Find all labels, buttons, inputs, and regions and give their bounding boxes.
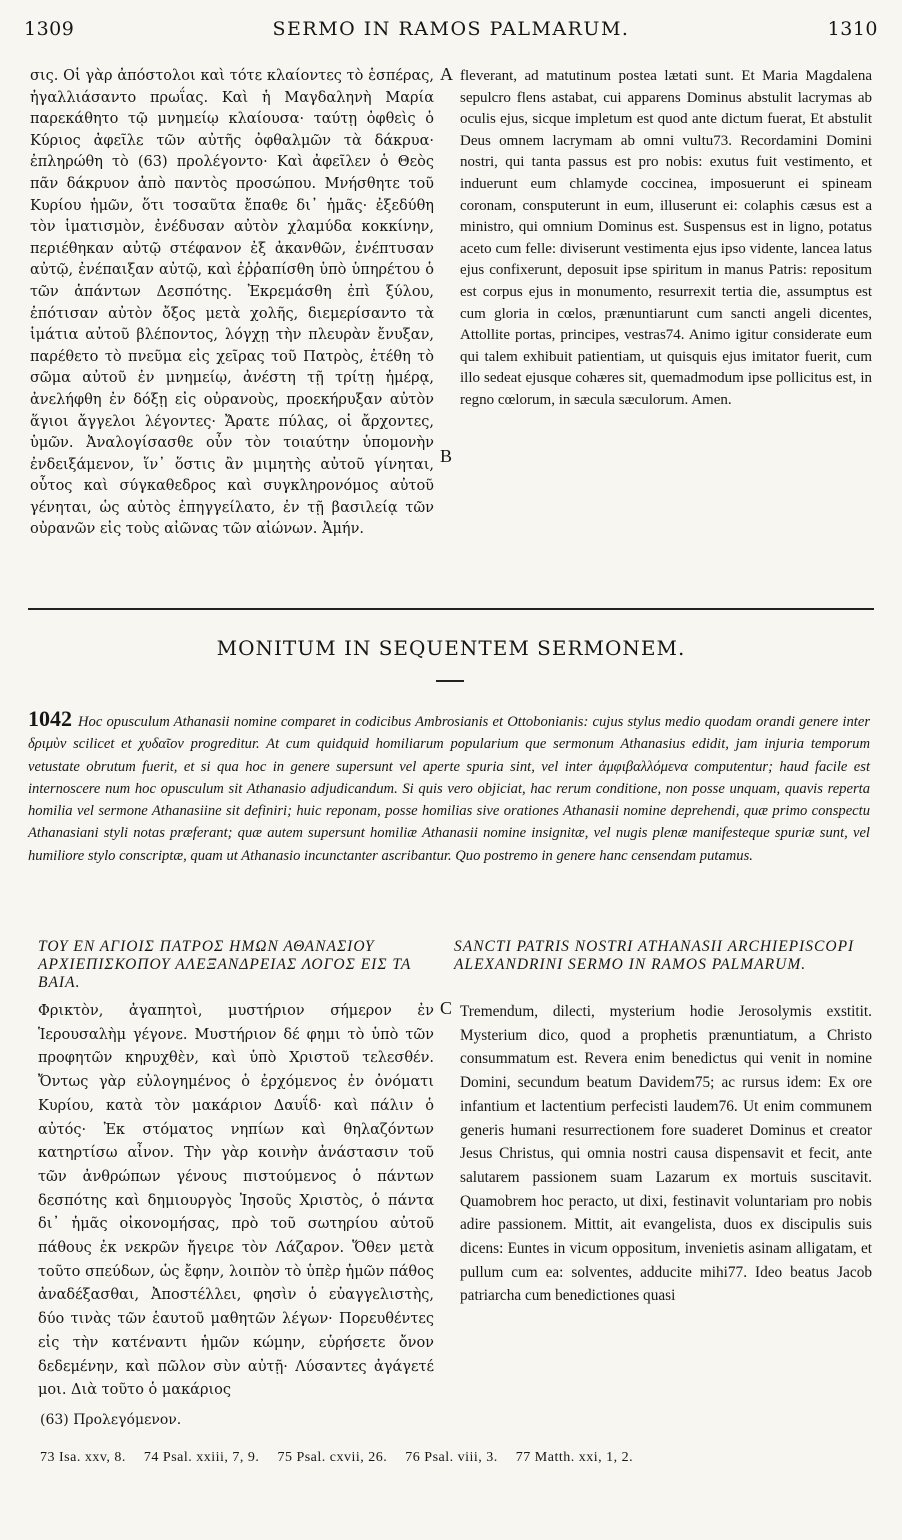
running-title: SERMO IN RAMOS PALMARUM.: [272, 18, 630, 40]
bottom-latin-column: [460, 1000, 872, 1308]
footnote-75: 75 Psal. cxvii, 26.: [277, 1450, 388, 1465]
footnote-74: 74 Psal. xxiii, 7, 9.: [143, 1450, 260, 1465]
footnote-73: 73 Isa. xxv, 8.: [40, 1450, 126, 1465]
greek-footnote: (63) Προλεγόμενον.: [40, 1412, 182, 1428]
section-divider: [28, 608, 874, 610]
top-latin-column: [460, 66, 872, 412]
title-dash: [436, 680, 464, 682]
latin-sermon-title: SANCTI PATRIS NOSTRI ATHANASII ARCHIEPISCOPI ALEXANDRINI SERMO IN RAMOS PALMARUM.: [454, 938, 855, 973]
page-number-left: 1309: [24, 18, 75, 40]
top-greek-text: σις. Οἱ γὰρ ἀπόστολοι καὶ τότε κλαίοντες τὸ ἑσπέρας, ἠγαλλιάσαντο πρωΐας. Καὶ ἡ Μαγδαληνὴ Μαρία παρεκάθητο τῷ μνημείῳ κλαίουσα· ταύτῃ ὀφθεὶς ὁ Κύριος ἀφεῖλε τῶν αὐτῆς ὀφθαλμῶν τὰ δάκρυα· ἐπληρώθη τὸ (63) προλέγοντο· Καὶ ἀφεῖλεν ὁ Θεὸς πᾶν δάκρυον ἀπὸ παντὸς προσώπου. Μνήσθητε τοῦ Κυρίου ἡμῶν, ὅτι τοσαῦτα ἔπαθε δι᾽ ἡμᾶς· ἐξεδύθη τὸν ἱματισμὸν, ἐνέδυσαν αὐτὸν χλαμύδα κοκκίνην, περιέθηκαν αὐτῷ στέφανον ἐξ ἀκανθῶν, ἐνέπτυσαν αὐτῷ, ἐνέπαιξαν αὐτῷ, καὶ ἐῤῥαπίσθη ὑπὸ ὑπηρέτου ὁ τῶν ἁπάντων Δεσπότης. Ἐκρεμάσθη ἐπὶ ξύλου, ἐπότισαν αὐτὸν ὄξος μετὰ χολῆς, διεμερίσαντο τὰ ἱμάτια αὐτοῦ βλέποντος, λόγχῃ τὴν πλευρὰν ἔνυξαν, παρέθετο τὸ πνεῦμα εἰς χεῖρας τοῦ Πατρὸς, ἐτέθη τὸ σῶμα αὐτοῦ ἐν μνημείῳ, ἀνέστη τῇ τρίτῃ ἡμέρᾳ, ἀνελήφθη ἐν δόξῃ εἰς οὐρανοὺς, προεκήρυξαν αὐτὸν ἅγιοι ἄγγελοι λέγοντες· Ἄρατε πύλας, οἱ ἄρχοντες, ὑμῶν. Ἀναλογίσασθε οὖν τὸν τοιαύτην ὑπομονὴν ἐνδειξάμενον, ἵν᾽ ὅστις ἂν μιμητὴς αὐτοῦ γίνηται, οὗτος καὶ σύγκαθεδρος καὶ συγκληρονόμος αὐτοῦ γένηται, ὡς αὐτὸς ἐπηγγείλατο, ἐν τῇ βασιλείᾳ τῶν οὐρανῶν εἰς τοὺς αἰῶνας τῶν αἰώνων. Ἀμήν.: [30, 68, 434, 538]
page-number-right: 1310: [827, 18, 878, 40]
top-latin-text: fleverant, ad matutinum postea lætati sunt. Et Maria Magdalena sepulcro flens astabat, cui apparens Dominus abstulit lacrymas ab oculis ejus, sicque impletum est quod ante dictum fuerat, Et abstulit Deus omnem lacrymam ab omni vultu73. Recordamini Domini nostri, qui tanta passus est pro nobis: exutus fuit vestimento, et induerunt eum chlamyde coccinea, imposuerunt ei spineam coronam, consputerunt in eum, illuserunt ei: colaphis cæsus est a ministro, qui omnium Dominus est. Suspensus est in ligno, potatus aceto cum felle: diviserunt vestimenta ejus ipso vidente, lancea latus ejus confixerunt, deposuit ipse spiritum in manus Patris: repositum est corpus ejus in monumento, resurrexit tertia die, assumptus est cum gloria in cœlos, prænuntiarunt cum sancti angeli dicentes, Attollite portas, principes, vestras74. Animo igitur considerate eum qui talem exhibuit patientiam, ut quisquis ejus imitator fuerit, cum illo sedeat ejusque cohæres sit, quemadmodum ipse pollicitus est, in regno cœlorum, in sæcula sæculorum. Amen.: [460, 68, 872, 408]
monitum-paragraph: [28, 708, 870, 867]
margin-letter-c: C: [440, 998, 453, 1018]
top-greek-column: [30, 66, 434, 541]
bottom-greek-text: Φρικτὸν, ἀγαπητοὶ, μυστήριον σήμερον ἐν Ἱερουσαλὴμ γέγονε. Μυστήριον δέ φημι τὸ ὑπὸ τῶν προφητῶν κηρυχθὲν, καὶ ὑπὸ Χριστοῦ τελεσθέν. Ὄντως γὰρ εὐλογημένος ὁ ἐρχόμενος ἐν ὀνόματι Κυρίου, κατὰ τὸν μακάριον Δαυΐδ· καὶ πάλιν ὁ αὐτός· Ἐκ στόματος νηπίων καὶ θηλαζόντων κατηρτίσω αἶνον. Τὴν γὰρ κοινὴν ἀνάστασιν τοῦ τῶν ἀνθρώπων γένους πιστούμενος ὁ πάντων δεσπότης καὶ δημιουργὸς Ἰησοῦς Χριστὸς, ὁ πάντα δι᾽ ἡμᾶς οἰκονομήσας, πρὸ τοῦ σωτηρίου αὐτοῦ πάθους ἐκ νεκρῶν ἤγειρε τὸν Λάζαρον. Ὅθεν μετὰ τοῦτο σπεύδων, ὡς ἔφην, λοιπὸν τὸ ὑπὲρ ἡμῶν πάθος ἀναδέξασθαι, Ἀποστέλλει, φησὶν ὁ εὐαγγελιστὴς, δύο τινὰς τῶν ἑαυτοῦ μαθητῶν λέγων· Πορευθέντες εἰς τὴν κατέναντι ἡμῶν κώμην, εὑρήσετε ὄνον δεδεμένην, καὶ πῶλον σὺν αὐτῇ· Λύσαντες ἀγάγετέ μοι. Διὰ τοῦτο ὁ μακάριος: [38, 1003, 434, 1399]
bottom-latin-text: Tremendum, dilecti, mysterium hodie Jerosolymis exstitit. Mysterium dico, quod a prophetis prænuntiatum, a Christo consummatum est. Revera enim benedictus qui venit in nomine Domini, secundum beatum Davidem75; ac rursus idem: Ex ore infantium et lactentium perfecisti laudem76. Ut enim communem generis humani resurrectionem fore suaderet Dominus et creator Jesus Christus, qui omnia nostri causa dispensavit et fecit, ante salutarem passionem suam Lazarum ex mortuis suscitavit. Quamobrem hoc peracto, ut dixi, festinavit voluntariam pro nobis adire passionem. Mittit, ait evangelista, duos ex discipulis suis dicens: Euntes in vicum oppositum, invenietis asinam alligatam, et pullum cum ea: solventes, adducite mihi77. Ideo beatus Jacob patriarcha cum benedictiones quasi: [460, 1003, 872, 1305]
monitum-title: MONITUM IN SEQUENTEM SERMONEM.: [216, 636, 686, 660]
bottom-greek-column: [38, 1000, 434, 1403]
footnote-77: 77 Matth. xxi, 1, 2.: [515, 1450, 634, 1465]
column-number: 1042: [28, 706, 72, 731]
margin-letter-a: A: [440, 64, 453, 84]
footnote-list: [40, 1450, 872, 1466]
page-header: [24, 18, 878, 48]
margin-letter-b: B: [440, 446, 453, 466]
greek-sermon-title: ΤΟΥ ΕΝ ΑΓΙΟΙΣ ΠΑΤΡΟΣ ΗΜΩΝ ΑΘΑΝΑΣΙΟΥ ΑΡΧΙΕΠΙΣΚΟΠΟΥ ΑΛΕΞΑΝΔΡΕΙΑΣ ΛΟΓΟΣ ΕΙΣ ΤΑ ΒΑΙΑ.: [38, 938, 412, 991]
footnote-76: 76 Psal. viii, 3.: [405, 1450, 498, 1465]
monitum-text: Hoc opusculum Athanasii nomine comparet in codicibus Ambrosianis et Ottobonianis: cujus stylus medio quodam orandi genere inter δριμὺν scilicet et χυδαῖον progreditur. At cum quidquid homiliarum popularium que sermonum Athanasius edidit, jam injuria temporum vetustate obrutum fuerit, et si qua hoc in genere supersunt vel aperte spuria sint, vel inter ἀμφιβαλλόμενα computentur; haud facile est internoscere num hoc opusculum sit Athanasio adjudicandum. Si quis vero objiciat, hac rerum conditione, non posse unquam, quavis reperta homilia vel sermone Athanasiine sit definiri; huic reponam, posse homilias sive orationes Athanasii nomine deprehendi, quæ primo conspectu Athanasiani styli notas præferant; quæ autem supersunt homiliæ Athanasii nomine insignitæ, vel nugis plenæ manifesteque spuriæ sunt, vel humiliore stylo conscriptæ, quam ut Athanasio incunctanter ascribantur. Quo postremo in genere hanc censendam putamus.: [28, 714, 870, 864]
